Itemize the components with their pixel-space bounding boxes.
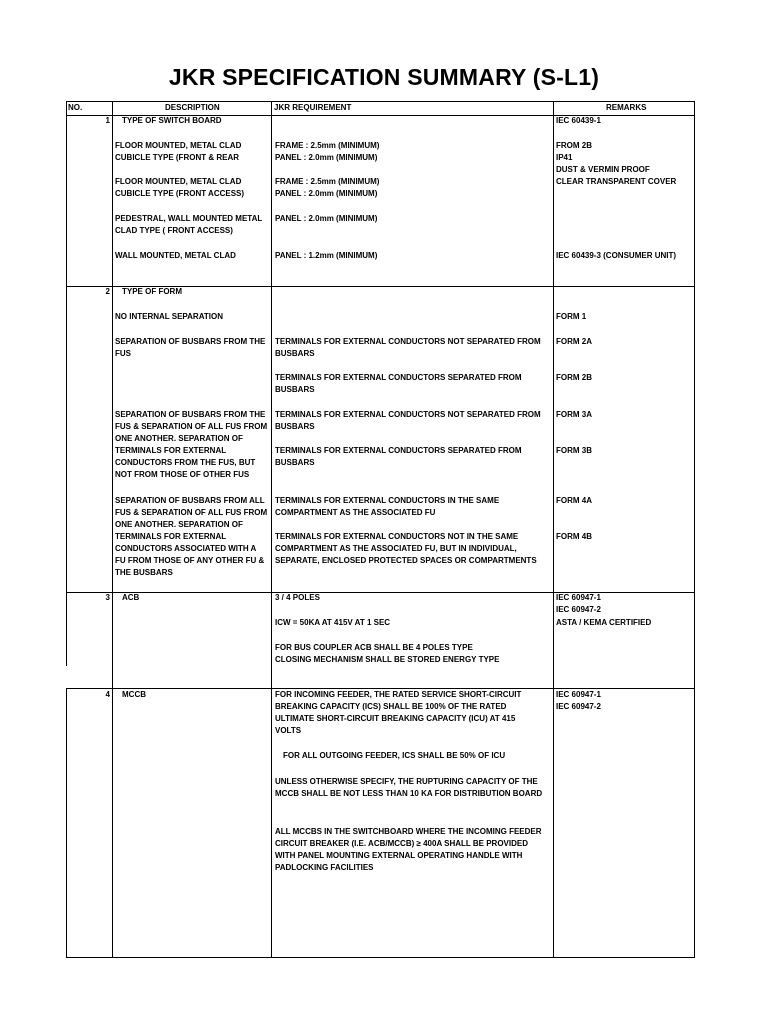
remark-text: IEC 60947-1 xyxy=(556,593,601,602)
requirement-text: PANEL : 2.0mm (MINIMUM) xyxy=(275,189,378,198)
remark-text: FORM 4A xyxy=(556,496,592,505)
remark-text: ASTA / KEMA CERTIFIED xyxy=(556,618,652,627)
description-text: SEPARATION OF BUSBARS FROM THE xyxy=(115,337,266,346)
requirement-text: COMPARTMENT AS THE ASSOCIATED FU xyxy=(275,508,436,517)
remark-text: IEC 60947-2 xyxy=(556,605,601,614)
remark-text: FROM 2B xyxy=(556,141,592,150)
row-number: 4 xyxy=(105,690,110,699)
description-text: FUS & SEPARATION OF ALL FUS FROM xyxy=(115,508,268,517)
description-text: ONE ANOTHER. SEPARATION OF xyxy=(115,434,243,443)
remark-text: DUST & VERMIN PROOF xyxy=(556,165,650,174)
description-text: SEPARATION OF BUSBARS FROM THE xyxy=(115,410,266,419)
remark-text: FORM 2B xyxy=(556,373,592,382)
description-text: WALL MOUNTED, METAL CLAD xyxy=(115,251,236,260)
requirement-text: ICW = 50KA AT 415V AT 1 SEC xyxy=(275,618,391,627)
requirement-text: VOLTS xyxy=(275,726,302,735)
row-number: 3 xyxy=(105,593,110,602)
description-text: CUBICLE TYPE (FRONT & REAR xyxy=(115,153,239,162)
requirement-text: TERMINALS FOR EXTERNAL CONDUCTORS SEPARATED FROM xyxy=(275,446,522,455)
description-text: FU FROM THOSE OF ANY OTHER FU & xyxy=(115,556,265,565)
description-text: PEDESTRAL, WALL MOUNTED METAL xyxy=(115,214,263,223)
requirement-text: TERMINALS FOR EXTERNAL CONDUCTORS IN THE SAME xyxy=(275,496,500,505)
requirement-text: BUSBARS xyxy=(275,458,315,467)
requirement-text: TERMINALS FOR EXTERNAL CONDUCTORS NOT IN THE SAME xyxy=(275,532,519,541)
remark-text: FORM 3B xyxy=(556,446,592,455)
col-divider-remarks xyxy=(553,101,554,958)
requirement-text: TERMINALS FOR EXTERNAL CONDUCTORS NOT SEPARATED FROM xyxy=(275,337,541,346)
remark-text: IP41 xyxy=(556,153,573,162)
description-text: TERMINALS FOR EXTERNAL xyxy=(115,532,227,541)
table-top-border xyxy=(66,101,695,102)
requirement-text: MCCB SHALL BE NOT LESS THAN 10 KA FOR DISTRIBUTION BOARD xyxy=(275,789,543,798)
table-left-border xyxy=(66,101,67,666)
remark-text: IEC 60947-1 xyxy=(556,690,601,699)
requirement-text: PANEL : 1.2mm (MINIMUM) xyxy=(275,251,378,260)
description-text: ONE ANOTHER. SEPARATION OF xyxy=(115,520,243,529)
requirement-text: CIRCUIT BREAKER (I.E. ACB/MCCB) ≥ 400A SHALL BE PROVIDED xyxy=(275,839,529,848)
requirement-text: BREAKING CAPACITY (ICS) SHALL BE 100% OF THE RATED xyxy=(275,702,507,711)
description-text: THE BUSBARS xyxy=(115,568,173,577)
section-title: MCCB xyxy=(122,690,146,699)
requirement-text: PADLOCKING FACILITIES xyxy=(275,863,374,872)
row-number: 1 xyxy=(105,116,110,125)
requirement-text: FOR BUS COUPLER ACB SHALL BE 4 POLES TYPE xyxy=(275,643,473,652)
description-text: NOT FROM THOSE OF OTHER FUS xyxy=(115,470,250,479)
col-divider-requirement xyxy=(271,101,272,958)
description-text: CUBICLE TYPE (FRONT ACCESS) xyxy=(115,189,245,198)
header-description: DESCRIPTION xyxy=(165,103,220,112)
requirement-text: FRAME : 2.5mm (MINIMUM) xyxy=(275,177,380,186)
remark-text: IEC 60947-2 xyxy=(556,702,601,711)
requirement-text: FOR INCOMING FEEDER, THE RATED SERVICE SHORT-CIRCUIT xyxy=(275,690,522,699)
remark-text: FORM 3A xyxy=(556,410,592,419)
description-text: CONDUCTORS FROM THE FUS, BUT xyxy=(115,458,256,467)
requirement-text: UNLESS OTHERWISE SPECIFY, THE RUPTURING CAPACITY OF THE xyxy=(275,777,538,786)
description-text: FUS & SEPARATION OF ALL FUS FROM xyxy=(115,422,268,431)
table-bottom-border xyxy=(66,957,695,958)
remark-text: FORM 4B xyxy=(556,532,592,541)
description-text: FUS xyxy=(115,349,131,358)
col-divider-description xyxy=(112,101,113,958)
page-title: JKR SPECIFICATION SUMMARY (S-L1) xyxy=(168,64,600,90)
description-text: CONDUCTORS ASSOCIATED WITH A xyxy=(115,544,257,553)
header-no: NO. xyxy=(68,103,83,112)
section-title: TYPE OF FORM xyxy=(122,287,182,296)
section-title: TYPE OF SWITCH BOARD xyxy=(122,116,222,125)
remark-text: IEC 60439-1 xyxy=(556,116,601,125)
remark-text: FORM 2A xyxy=(556,337,592,346)
header-requirement: JKR REQUIREMENT xyxy=(274,103,352,112)
description-text: FLOOR MOUNTED, METAL CLAD xyxy=(115,141,242,150)
remark-text: IEC 60439-3 (CONSUMER UNIT) xyxy=(556,251,677,260)
table-left-border-lower xyxy=(66,688,67,958)
requirement-text: PANEL : 2.0mm (MINIMUM) xyxy=(275,214,378,223)
table-right-border xyxy=(694,101,695,958)
requirement-text: CLOSING MECHANISM SHALL BE STORED ENERGY TYPE xyxy=(275,655,500,664)
requirement-text: WITH PANEL MOUNTING EXTERNAL OPERATING HANDLE WITH xyxy=(275,851,523,860)
requirement-text: ALL MCCBS IN THE SWITCHBOARD WHERE THE INCOMING FEEDER xyxy=(275,827,542,836)
requirement-text: PANEL : 2.0mm (MINIMUM) xyxy=(275,153,378,162)
requirement-text: COMPARTMENT AS THE ASSOCIATED FU, BUT IN INDIVIDUAL, xyxy=(275,544,517,553)
requirement-text: FRAME : 2.5mm (MINIMUM) xyxy=(275,141,380,150)
row-number: 2 xyxy=(105,287,110,296)
requirement-text: SEPARATE, ENCLOSED PROTECTED SPACES OR COMPARTMENTS xyxy=(275,556,537,565)
remark-text: FORM 1 xyxy=(556,312,587,321)
requirement-text: 3 / 4 POLES xyxy=(275,593,320,602)
requirement-text: BUSBARS xyxy=(275,385,315,394)
description-text: FLOOR MOUNTED, METAL CLAD xyxy=(115,177,242,186)
requirement-text: FOR ALL OUTGOING FEEDER, ICS SHALL BE 50% OF ICU xyxy=(283,751,506,760)
requirement-text: BUSBARS xyxy=(275,349,315,358)
remark-text: CLEAR TRANSPARENT COVER xyxy=(556,177,677,186)
description-text: SEPARATION OF BUSBARS FROM ALL xyxy=(115,496,265,505)
description-text: NO INTERNAL SEPARATION xyxy=(115,312,224,321)
description-text: TERMINALS FOR EXTERNAL xyxy=(115,446,227,455)
section-title: ACB xyxy=(122,593,140,602)
requirement-text: TERMINALS FOR EXTERNAL CONDUCTORS NOT SEPARATED FROM xyxy=(275,410,541,419)
description-text: CLAD TYPE ( FRONT ACCESS) xyxy=(115,226,233,235)
requirement-text: ULTIMATE SHORT-CIRCUIT BREAKING CAPACITY (ICU) AT 415 xyxy=(275,714,516,723)
requirement-text: BUSBARS xyxy=(275,422,315,431)
header-remarks: REMARKS xyxy=(606,103,647,112)
requirement-text: TERMINALS FOR EXTERNAL CONDUCTORS SEPARATED FROM xyxy=(275,373,522,382)
